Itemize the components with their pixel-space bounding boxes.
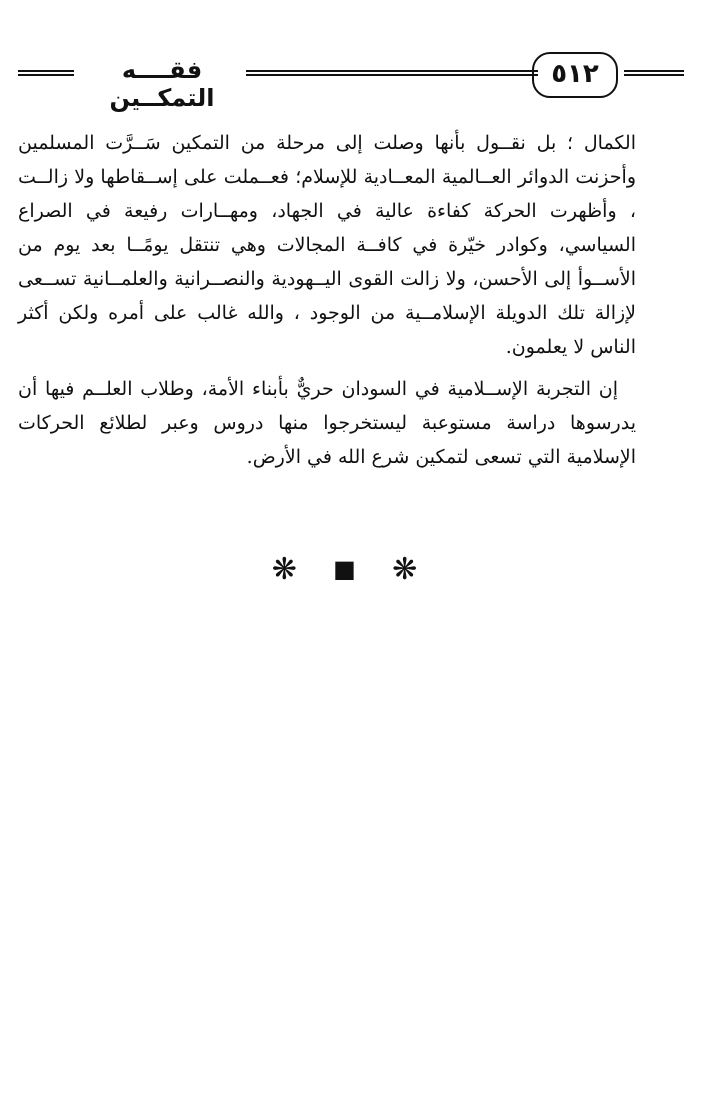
page-header bbox=[18, 50, 684, 112]
header-rule-right bbox=[624, 70, 684, 76]
header-rule-middle bbox=[246, 70, 538, 76]
running-title: فقــــه التمكــين bbox=[109, 56, 215, 112]
paragraph-2: إن التجربة الإســلامية في السودان حريٌّ بأبناء الأمة، وطلاب العلــم فيها أن يدرسوها دراسة مستوعبة ليستخرجوا منها دروس وعبر لطلائع الحركات الإسلامية التي تسعى لتمكين شرع الله في الأرض. bbox=[18, 378, 636, 468]
header-rule-left bbox=[18, 70, 74, 76]
paragraph-1: الكمال ؛ بل نقــول بأنها وصلت إلى مرحلة من التمكين سَــرَّت المسلمين وأحزنت الدوائر العــالمية المعــادية للإسلام؛ فعــملت على إســقاطها ولا زالــت ، وأظهرت الحركة كفاءة عالية في الجهاد، ومهــارات رفيعة في الصراع السياسي، وكوادر خيّرة في كافــة المجالات وهي تنتقل يومًــا بعد يوم من الأســوأ إلى الأحسن، ولا زالت القوى اليــهودية والنصــرانية والعلمــانية تســعى لإزالة تلك الدويلة الإسلامــية من الوجود ، والله غالب على أمره ولكن أكثر الناس لا يعلمون. bbox=[18, 132, 636, 358]
asterisk-flower-icon: ❋ bbox=[392, 552, 432, 587]
body-text bbox=[18, 126, 636, 482]
black-square-icon: ■ bbox=[333, 555, 370, 583]
asterisk-flower-icon: ❋ bbox=[271, 552, 311, 587]
page-number: ٥١٢ bbox=[532, 52, 618, 98]
section-end-ornament bbox=[0, 552, 703, 587]
